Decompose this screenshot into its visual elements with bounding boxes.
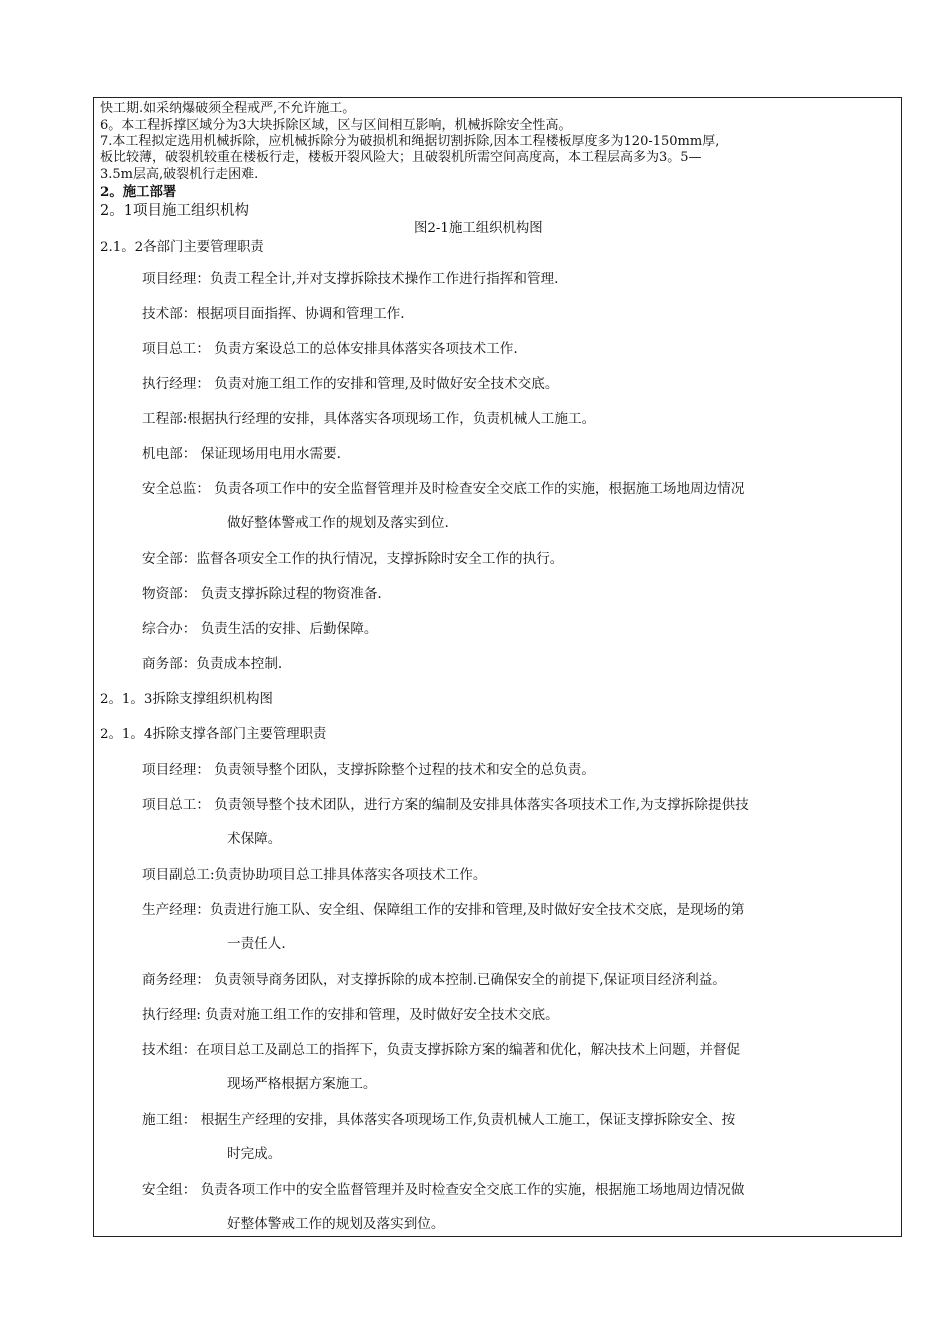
duty-item <box>142 788 894 847</box>
duty-item <box>142 437 894 471</box>
duty-text: 工程部:根据执行经理的安排，具体落实各项现场工作，负责机械人工施工。 <box>142 411 596 427</box>
duty-text: 商务部：负责成本控制. <box>142 656 283 672</box>
duty-text-continued: 术保障。 <box>227 831 282 847</box>
intro-line-4: 板比较薄，破裂机较重在楼板行走，楼板开裂风险大；且破裂机所需空间高度高，本工程层高多为3。5— <box>100 150 702 165</box>
duty-item <box>142 753 894 787</box>
duty-item <box>142 893 894 952</box>
section-2-1-2-heading: 2.1。2各部门主要管理职责 <box>100 240 264 255</box>
duty-text-continued: 做好整体警戒工作的规划及落实到位. <box>227 515 449 531</box>
duty-text: 物资部： 负责支撑拆除过程的物资准备. <box>142 586 382 602</box>
duty-text: 安全部：监督各项安全工作的执行情况，支撑拆除时安全工作的执行。 <box>142 551 564 567</box>
duty-item <box>142 402 894 436</box>
duty-item <box>142 542 894 576</box>
duty-text: 执行经理: 负责对施工组工作的安排和管理，及时做好安全技术交底。 <box>142 1007 559 1023</box>
duty-item <box>142 577 894 611</box>
duty-item <box>142 1173 894 1232</box>
duty-text: 项目总工： 负责方案设总工的总体安排具体落实各项技术工作. <box>142 341 518 357</box>
duty-text: 执行经理： 负责对施工组工作的安排和管理,及时做好安全技术交底。 <box>142 376 559 392</box>
intro-line-5: 3.5m层高,破裂机行走困难. <box>100 167 259 182</box>
duty-text: 综合办： 负责生活的安排、后勤保障。 <box>142 621 378 637</box>
duty-text: 项目经理：负责工程全计,并对支撑拆除技术操作工作进行指挥和管理. <box>142 271 559 287</box>
duty-item <box>142 472 894 531</box>
section-2-1-heading: 2。1项目施工组织机构 <box>100 203 249 219</box>
intro-line-2: 6。本工程拆撑区域分为3大块拆除区域，区与区间相互影响，机械拆除安全性高。 <box>100 118 572 133</box>
duty-item <box>142 647 894 681</box>
duty-item <box>142 332 894 366</box>
duty-item <box>142 858 894 892</box>
duty-text: 机电部： 保证现场用电用水需要. <box>142 446 341 462</box>
intro-line-1: 快工期.如采纳爆破须全程戒严,不允许施工。 <box>100 101 356 116</box>
duty-item <box>142 612 894 646</box>
duty-item <box>142 1103 894 1162</box>
intro-line-3: 7.本工程拟定选用机械拆除，应机械拆除分为破损机和绳据切割拆除,因本工程楼板厚度多为120-150mm厚, <box>100 134 720 149</box>
duty-text-continued: 一责任人. <box>227 936 286 952</box>
duty-text: 技术部：根据项目面指挥、协调和管理工作. <box>142 306 405 322</box>
duty-item <box>142 297 894 331</box>
duty-text: 安全组： 负责各项工作中的安全监督管理并及时检查安全交底工作的实施，根据施工场地周边情况做 <box>142 1182 745 1198</box>
duty-item <box>142 262 894 296</box>
figure-caption: 图2-1施工组织机构图 <box>414 221 543 236</box>
section-2-1-4-heading: 2。1。4拆除支撑各部门主要管理职责 <box>100 727 327 742</box>
duty-text: 项目副总工:负责协助项目总工排具体落实各项技术工作。 <box>142 867 487 883</box>
duty-item <box>142 963 894 997</box>
duty-text: 项目总工： 负责领导整个技术团队，进行方案的编制及安排具体落实各项技术工作,为支撑拆除提供技 <box>142 797 749 813</box>
duty-item <box>142 998 894 1032</box>
duty-text: 技术组：在项目总工及副总工的指挥下，负责支撑拆除方案的编著和优化，解决技术上问题，并督促 <box>142 1042 741 1058</box>
section-2-1-3-heading: 2。1。3拆除支撑组织机构图 <box>100 692 273 707</box>
duty-text-continued: 时完成。 <box>227 1146 282 1162</box>
duty-text: 生产经理：负责进行施工队、安全组、保障组工作的安排和管理,及时做好安全技术交底，是现场的第 <box>142 902 745 918</box>
duty-text: 施工组： 根据生产经理的安排，具体落实各项现场工作,负责机械人工施工，保证支撑拆除安全、按 <box>142 1112 736 1128</box>
duty-item <box>142 367 894 401</box>
duty-text: 项目经理： 负责领导整个团队，支撑拆除整个过程的技术和安全的总负责。 <box>142 762 595 778</box>
duty-text: 安全总监： 负责各项工作中的安全监督管理并及时检查安全交底工作的实施，根据施工场地周边情况 <box>142 481 745 497</box>
duty-text-continued: 现场严格根据方案施工。 <box>227 1076 377 1092</box>
duty-text: 商务经理： 负责领导商务团队，对支撑拆除的成本控制.已确保安全的前提下,保证项目经济利益。 <box>142 972 726 988</box>
duty-text-continued: 好整体警戒工作的规划及落实到位。 <box>227 1216 445 1232</box>
duty-item <box>142 1033 894 1092</box>
section-2-heading: 2。施工部署 <box>100 184 177 200</box>
